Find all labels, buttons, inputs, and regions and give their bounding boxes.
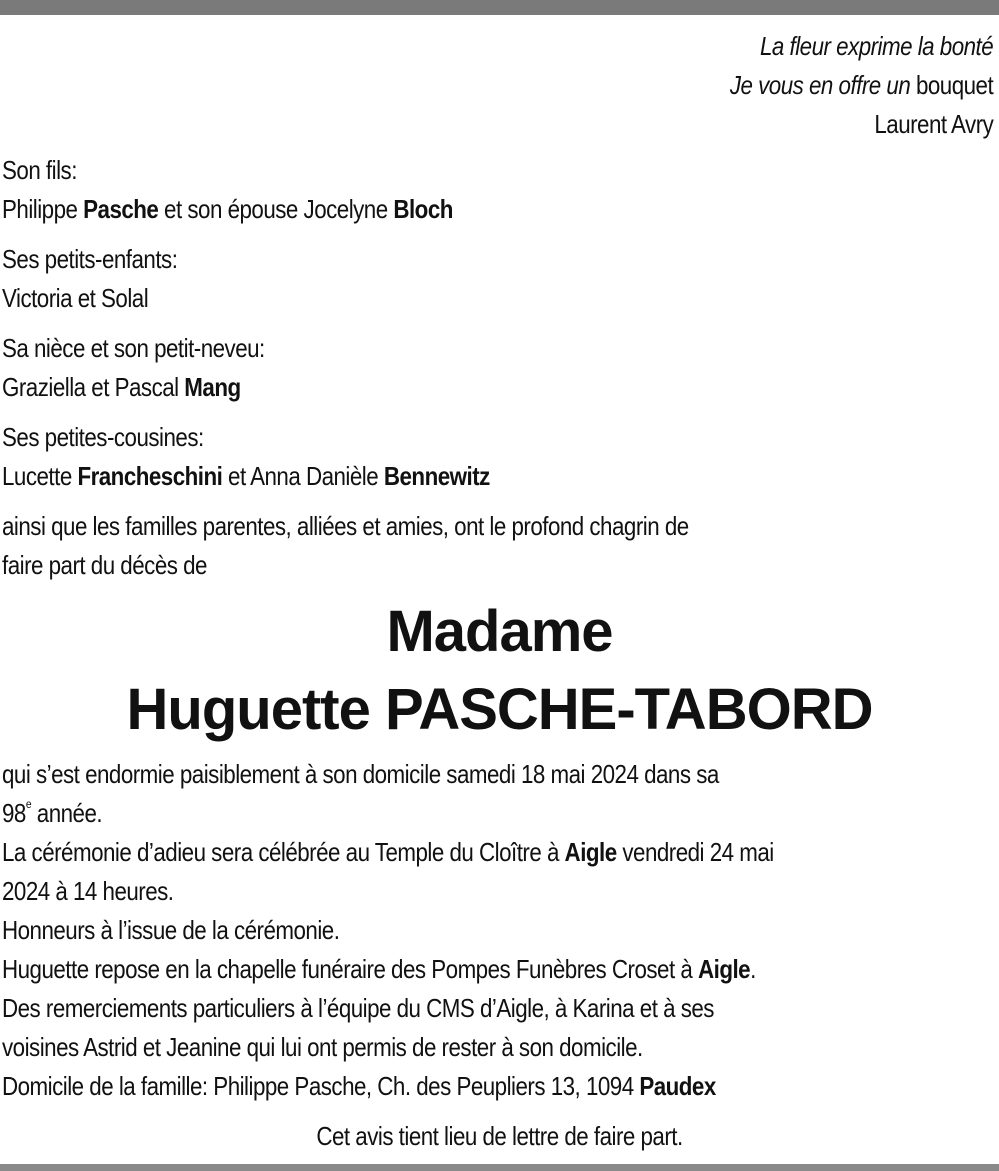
quote-line-2: Je vous en offre un bouquet (729, 70, 993, 100)
ceremony-line-2: 2024 à 14 heures. (2, 876, 174, 906)
bottom-rule (0, 1164, 999, 1171)
top-rule (0, 0, 999, 15)
quote-line-1: La fleur exprime la bonté (759, 31, 993, 61)
ceremony-line-1: La cérémonie d’adieu sera célébrée au Temple du Cloître à Aigle vendredi 24 mai (2, 837, 774, 867)
family-address: Domicile de la famille: Philippe Pasche, Ch. des Peupliers 13, 1094 Paudex (2, 1071, 716, 1101)
announcement-line-2: faire part du décès de (2, 550, 207, 580)
thanks-line-1: Des remerciements particuliers à l’équipe du CMS d’Aigle, à Karina et à ses (2, 993, 714, 1023)
rests-line: Huguette repose en la chapelle funéraire des Pompes Funèbres Croset à Aigle. (2, 954, 756, 984)
quote-author: Laurent Avry (874, 109, 993, 139)
details-line-1: qui s’est endormie paisiblement à son domicile samedi 18 mai 2024 dans sa (2, 759, 719, 789)
cousins-heading: Ses petites-cousines: (2, 422, 204, 452)
deceased-name: Huguette PASCHE-TABORD (126, 677, 873, 742)
grandchildren-heading: Ses petits-enfants: (2, 244, 178, 274)
niece-line: Graziella et Pascal Mang (2, 372, 241, 402)
niece-heading: Sa nièce et son petit-neveu: (2, 333, 265, 363)
deceased-title: Madame (386, 599, 613, 664)
son-heading: Son fils: (2, 155, 77, 185)
footer-note: Cet avis tient lieu de lettre de faire part. (316, 1121, 683, 1151)
cousins-line: Lucette Francheschini et Anna Danièle Bennewitz (2, 461, 490, 491)
thanks-line-2: voisines Astrid et Jeanine qui lui ont permis de rester à son domicile. (2, 1032, 643, 1062)
son-line: Philippe Pasche et son épouse Jocelyne Bloch (2, 194, 453, 224)
grandchildren-line: Victoria et Solal (2, 283, 149, 313)
announcement-line-1: ainsi que les familles parentes, alliées et amies, ont le profond chagrin de (2, 511, 689, 541)
honours-line: Honneurs à l’issue de la cérémonie. (2, 915, 340, 945)
details-line-2: 98e année. (2, 797, 103, 828)
